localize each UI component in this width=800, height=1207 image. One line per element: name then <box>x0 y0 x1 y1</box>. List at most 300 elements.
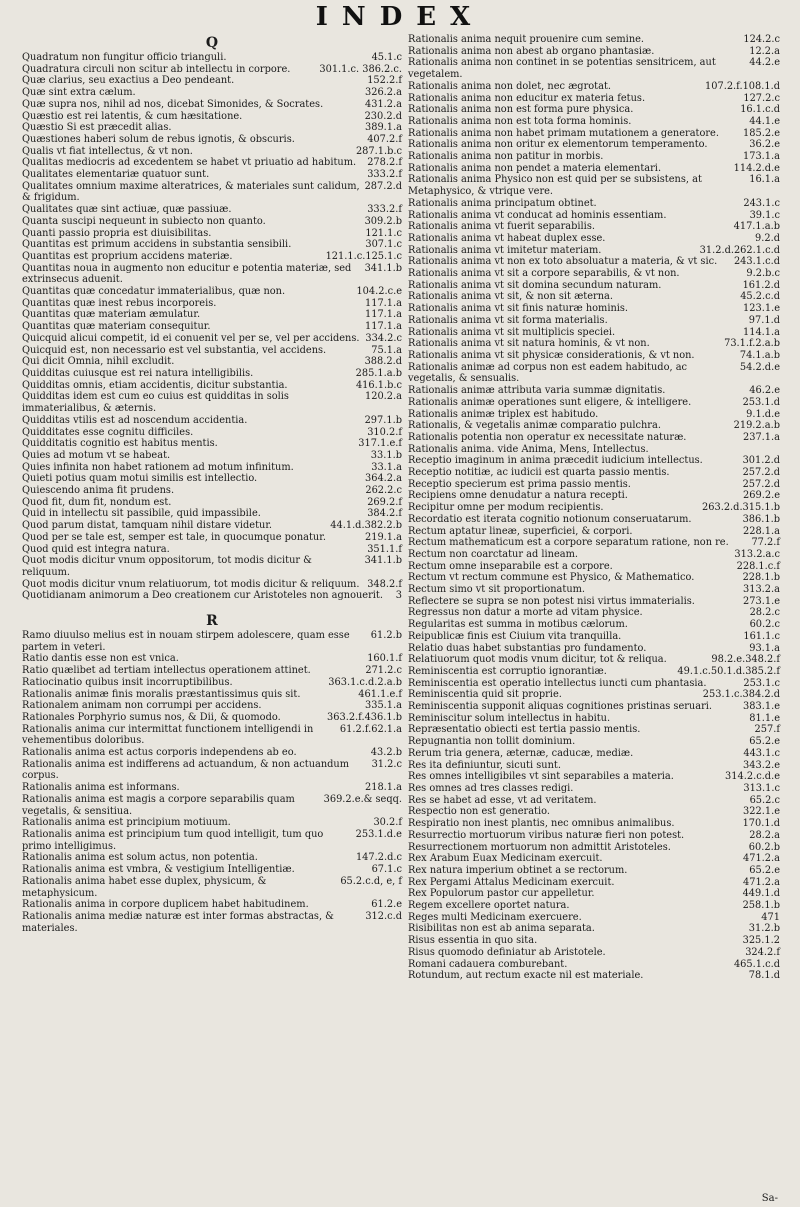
entry-text: Risus essentia in quo sita. <box>408 935 538 947</box>
page-reference: 75.1.a <box>371 344 402 356</box>
index-entry <box>22 333 402 345</box>
page-reference: 310.2.f <box>367 426 402 438</box>
page-reference: 309.2.b <box>364 215 402 227</box>
index-entry <box>22 899 402 911</box>
entry-text: Resurrectionem mortuorum non admittit Aristoteles. <box>408 841 671 853</box>
entry-text: Rationalis anima est solum actus, non potentia. <box>22 852 258 864</box>
index-entry <box>408 268 780 280</box>
index-entry <box>408 34 780 46</box>
page-reference: 9.2.d <box>755 232 780 244</box>
entry-text: Rationalis anima non educitur ex materia fetus. <box>408 92 646 104</box>
index-entry <box>408 537 780 549</box>
index-entry <box>22 724 402 747</box>
page-reference: 253.1.c.384.2.d <box>702 689 780 701</box>
index-entry <box>22 911 402 934</box>
page-reference: 313.2.a.c <box>734 548 780 560</box>
page-reference: 65.2.c.d, e, f <box>340 875 402 887</box>
entry-text: Rectum vt rectum commune est Physico, & Mathematico. <box>408 572 695 584</box>
entry-text: Quidditates esse cognitu difficiles. <box>22 426 194 438</box>
entry-text: Rationalis potentia non operatur ex necessitate naturæ. <box>408 431 687 443</box>
entry-text: Regem excellere oportet natura. <box>408 900 570 912</box>
index-entry <box>408 490 780 502</box>
index-entry <box>22 829 402 852</box>
page-reference: 243.1.c.d <box>733 256 780 268</box>
page-reference: 170.1.d <box>742 818 780 830</box>
page-reference: 369.2.e.& seqq. <box>323 793 402 805</box>
index-entry <box>408 935 780 947</box>
entry-text: Rationalis anima principatum obtinet. <box>408 197 597 209</box>
entry-text: Rationalis anima vt sit forma materialis. <box>408 314 608 326</box>
entry-text: Romani cadauera comburebant. <box>408 958 568 970</box>
entry-text: Reminiscentia quid sit proprie. <box>408 689 562 701</box>
entry-text: Recipiens omne denudatur a natura recepti. <box>408 490 628 502</box>
index-entry <box>408 128 780 140</box>
page-reference: 278.2.f <box>367 157 402 169</box>
index-entry <box>408 549 780 561</box>
index-entry <box>22 122 402 134</box>
index-entry <box>408 315 780 327</box>
page-reference: 237.1.a <box>742 431 780 443</box>
entry-text: Rationalis anima vt sit natura hominis, & vt non. <box>408 338 650 350</box>
page-reference: 44.1.d.382.2.b <box>330 520 402 532</box>
entry-text: Quod quid est integra natura. <box>22 543 170 555</box>
entry-text: Rectum mathematicum est a corpore separatum ratione, non re. <box>408 537 729 549</box>
index-entry <box>408 245 780 257</box>
index-entry <box>408 947 780 959</box>
page-reference: 93.1.a <box>749 642 780 654</box>
entry-text: Quadratum non fungitur officio trianguli. <box>22 52 227 63</box>
index-entry <box>22 544 402 556</box>
index-entry <box>22 52 402 64</box>
entry-text: Quidditas cuiusque est rei natura intelligibilis. <box>22 367 254 379</box>
page-reference: 287.1.b.c <box>355 145 402 157</box>
entry-text: Rationalis anima non habet primam mutationem a generatore. <box>408 127 719 139</box>
entry-text: Relatio duas habet substantias pro fundamento. <box>408 642 647 654</box>
index-entry <box>22 380 402 392</box>
page-reference: 313.2.a <box>742 584 780 596</box>
entry-text: Quantitas quæ concedatur immaterialibus, quæ non. <box>22 286 286 298</box>
index-entry <box>408 853 780 865</box>
index-entry <box>22 228 402 240</box>
page-reference: 61.2.f.62.1.a <box>339 723 402 735</box>
page-reference: 123.1.e <box>743 303 780 315</box>
page-reference: 114.2.d.e <box>733 162 780 174</box>
entry-text: Rationalis anima non continet in se potentias sensitricem, aut vegetalem. <box>408 57 716 81</box>
entry-text: Qualitas mediocris ad excedentem se habet vt priuatio ad habitum. <box>22 157 357 169</box>
page-reference: 117.1.a <box>364 309 402 321</box>
index-entry <box>22 391 402 414</box>
entry-text: Recordatio est iterata cognitio notionum conseruatarum. <box>408 513 692 525</box>
entry-text: Repugnantia non tollit dominium. <box>408 736 576 748</box>
index-entry <box>408 724 780 736</box>
entry-text: Res omnes ad tres classes redigi. <box>408 783 574 794</box>
page-reference: 471 <box>761 911 780 923</box>
index-entry <box>22 64 402 76</box>
page-reference: 301.2.d <box>742 455 780 467</box>
section-letter-r: R <box>206 613 218 630</box>
index-entry <box>408 455 780 467</box>
index-entry <box>408 444 780 456</box>
index-entry <box>408 198 780 210</box>
entry-text: Rationalis anima non dolet, nec ægrotat. <box>408 80 611 92</box>
entry-text: Quæstiones haberi solum de rebus ignotis, & obscuris. <box>22 133 295 145</box>
entry-text: Rectum aptatur lineæ, superficiei, & corpori. <box>408 525 633 537</box>
entry-text: Reminiscentia supponit aliquas cognitiones pristinas seruari. <box>408 701 713 713</box>
page-reference: 253.1.c <box>743 677 780 689</box>
index-entry <box>408 409 780 421</box>
entry-text: Quod fit, dum fit, nondum est. <box>22 496 172 508</box>
index-entry <box>408 350 780 362</box>
entry-text: Receptio imaginum in anima præcedit iudicium intellectus. <box>408 455 703 467</box>
entry-text: Rotundum, aut rectum exacte nil est materiale. <box>408 970 644 982</box>
index-entry <box>408 362 780 385</box>
page-reference: 449.1.d <box>742 888 780 900</box>
page-reference: 43.2.b <box>370 747 402 759</box>
entry-text: Receptio notitiæ, ac iudicii est quarta passio mentis. <box>408 467 670 479</box>
entry-text: Res ita definiuntur, sicuti sunt. <box>408 759 561 771</box>
index-entry <box>408 514 780 526</box>
index-entry <box>22 579 402 591</box>
page-reference: 16.1.a <box>749 174 780 186</box>
page-reference: 271.2.c <box>365 665 402 677</box>
page-reference: 152.2.f <box>367 75 402 87</box>
index-entry <box>408 970 780 982</box>
index-entry <box>408 327 780 339</box>
page-reference: 343.2.e <box>743 759 780 771</box>
page-reference: 61.2.b <box>370 630 402 642</box>
entry-text: Quies ad motum vt se habeat. <box>22 449 171 461</box>
entry-text: Quantitas noua in augmento non educitur e potentia materiæ, sed extrinsecus aduenit. <box>22 262 352 286</box>
index-entry <box>408 877 780 889</box>
page-reference: 98.2.e.348.2.f <box>711 654 780 666</box>
page-reference: 313.1.c <box>743 783 780 794</box>
index-entry <box>22 590 402 602</box>
entry-text: Rectum simo vt sit proportionatum. <box>408 584 586 596</box>
index-entry <box>408 116 780 128</box>
index-entry <box>22 427 402 439</box>
index-entry <box>408 210 780 222</box>
entry-text: Qualitates omnium maxime alteratrices, & materiales sunt calidum, & frigidum. <box>22 180 360 204</box>
page-reference: 65.2.e <box>749 864 780 876</box>
index-entry <box>408 865 780 877</box>
entry-text: Quicquid est, non necessario est vel substantia, vel accidens. <box>22 344 327 356</box>
index-entry <box>22 497 402 509</box>
index-entry <box>22 712 402 724</box>
page-reference: 257.2.d <box>742 467 780 479</box>
entry-text: Res se habet ad esse, vt ad veritatem. <box>408 794 597 806</box>
index-entry <box>408 526 780 538</box>
entry-text: Risus quomodo definiatur ab Aristotele. <box>408 946 606 958</box>
index-entry <box>408 81 780 93</box>
page-reference: 388.2.d <box>364 356 402 368</box>
index-entry <box>22 216 402 228</box>
index-entry <box>408 713 780 725</box>
page-reference: 314.2.c.d.e <box>725 771 780 783</box>
entry-text: Quicquid alicui competit, id ei conuenit vel per se, vel per accidens. <box>22 332 360 344</box>
page-reference: 269.2.f <box>367 496 402 508</box>
index-entry <box>408 736 780 748</box>
entry-text: Ramo diuulso melius est in nouam stirpem adolescere, quam esse partem in veteri. <box>22 630 350 653</box>
index-entry <box>22 345 402 357</box>
page-reference: 161.1.c <box>743 630 780 642</box>
index-entry <box>22 876 402 899</box>
index-entry <box>408 631 780 643</box>
index-entry <box>408 666 780 678</box>
index-entry <box>22 263 402 286</box>
entry-text: Qui dicit Omnia, nihil excludit. <box>22 356 175 368</box>
entry-text: Rex Populorum pastor cur appelletur. <box>408 888 595 900</box>
entry-text: Relatiuorum quot modis vnum dicitur, tot & reliqua. <box>408 654 667 666</box>
entry-text: Rationalis anima vt sit finis naturæ hominis. <box>408 303 629 315</box>
index-entry <box>408 701 780 713</box>
index-entry <box>22 157 402 169</box>
index-entry <box>408 57 780 80</box>
page-reference: 307.1.c <box>365 239 402 251</box>
page-reference: 46.2.e <box>749 385 780 397</box>
index-entry <box>22 87 402 99</box>
page-reference: 81.1.e <box>749 712 780 724</box>
page-reference: 363.2.f.436.1.b <box>327 711 402 723</box>
page-reference: 36.2.e <box>749 139 780 151</box>
index-entry <box>22 204 402 216</box>
index-entry <box>408 46 780 58</box>
entry-text: Quantitas est primum accidens in substantia sensibili. <box>22 239 292 251</box>
page-reference: 121.1.c <box>365 227 402 239</box>
entry-text: Quantitas quæ materiam consequitur. <box>22 321 211 333</box>
entry-text: Rationalis anima vt sit domina secundum naturam. <box>408 279 662 291</box>
index-entry <box>22 75 402 87</box>
page-reference: 273.1.e <box>743 595 780 607</box>
entry-text: Rerum tria genera, æternæ, caducæ, mediæ. <box>408 747 634 759</box>
section-letter-q: Q <box>205 35 219 51</box>
page-reference: 431.2.a <box>364 98 402 110</box>
index-entry <box>22 356 402 368</box>
index-entry <box>408 432 780 444</box>
entry-text: Rationalis anima non patitur in morbis. <box>408 151 604 163</box>
index-entry <box>22 286 402 298</box>
entry-text: Rationalis anima nequit prouenire cum semine. <box>408 34 645 45</box>
page-reference: 301.1.c. 386.2.c. <box>319 63 402 75</box>
page-reference: 9.1.d.e <box>746 408 780 420</box>
index-entry <box>408 959 780 971</box>
index-entry <box>408 233 780 245</box>
page-reference: 147.2.d.c <box>355 852 402 864</box>
page-reference: 31.2.d.262.1.c.d <box>699 244 780 256</box>
index-entry <box>408 596 780 608</box>
entry-text: Rationalis anima non pendet a materia elementari. <box>408 162 662 174</box>
index-entry <box>408 643 780 655</box>
page-reference: 107.2.f.108.1.d <box>705 80 780 92</box>
entry-text: Rationalis anima est informans. <box>22 782 180 794</box>
index-entry <box>408 619 780 631</box>
entry-text: Quidditas vtilis est ad noscendum accidentia. <box>22 414 248 426</box>
index-entry <box>22 298 402 310</box>
page-reference: 33.1.b <box>370 449 402 461</box>
index-entry <box>22 653 402 665</box>
page-reference: 325.1.2 <box>742 935 780 947</box>
page-reference: 160.1.f <box>367 653 402 665</box>
entry-text: Quantitas quæ inest rebus incorporeis. <box>22 297 217 309</box>
index-entry <box>22 782 402 794</box>
index-entry <box>408 420 780 432</box>
index-entry <box>22 473 402 485</box>
index-entry <box>408 842 780 854</box>
index-entry <box>408 467 780 479</box>
entry-text: Reminiscentia est corruptio ignorantiæ. <box>408 665 607 677</box>
page-reference: 324.2.f <box>745 946 780 958</box>
entry-text: Rationalis anima vt sit, & non sit æterna. <box>408 291 613 303</box>
index-entry <box>408 385 780 397</box>
index-entry <box>22 852 402 864</box>
page-reference: 127.2.c <box>743 92 780 104</box>
entry-text: Quantitas quæ materiam æmulatur. <box>22 309 201 321</box>
page-reference: 230.2.d <box>364 110 402 122</box>
page-reference: 60.2.b <box>748 841 780 853</box>
index-entry <box>408 479 780 491</box>
entry-text: Rationales Porphyrio sumus nos, & Dii, & quomodo. <box>22 711 281 723</box>
entry-text: Quid in intellectu sit passibile, quid impassibile. <box>22 508 261 520</box>
page-reference: 67.1.c <box>371 864 402 876</box>
page-reference: 228.1.a <box>742 525 780 537</box>
page-reference: 44.2.e <box>749 57 780 69</box>
page-reference: 335.1.a <box>364 700 402 712</box>
page-reference: 65.2.e <box>749 736 780 748</box>
page-reference: 16.1.c.d <box>740 104 780 116</box>
page-reference: 287.2.d <box>364 180 402 192</box>
index-entry <box>408 783 780 795</box>
page-reference: 465.1.c.d <box>733 958 780 970</box>
entry-text: Rex Pergami Attalus Medicinam exercuit. <box>408 876 615 888</box>
entry-text: Rationalis, & vegetalis animæ comparatio pulchra. <box>408 420 661 432</box>
entry-text: Quotidianam animorum a Deo creationem cur Aristoteles non agnouerit. <box>22 590 383 602</box>
page-reference: 218.1.a <box>364 782 402 794</box>
page-reference: 253.1.d.e <box>355 829 402 840</box>
entry-text: Receptio specierum est prima passio mentis. <box>408 478 631 490</box>
page-reference: 285.1.a.b <box>355 367 402 379</box>
entry-text: Rationalis anima in corpore duplicem habet habitudinem. <box>22 899 309 911</box>
index-entry <box>408 256 780 268</box>
entry-text: Quæ sint extra cælum. <box>22 87 136 99</box>
page-reference: 243.1.c <box>743 197 780 209</box>
index-entry <box>408 397 780 409</box>
entry-text: Quanta suscipi nequeunt in subiecto non quanto. <box>22 215 266 227</box>
page-reference: 31.2.c <box>371 758 402 770</box>
index-entry <box>408 572 780 584</box>
entry-text: Rationalis anima vt sit multiplicis speciei. <box>408 326 616 338</box>
page-title: INDEX <box>315 2 485 32</box>
page-reference: 173.1.a <box>742 151 780 163</box>
index-entry <box>22 181 402 204</box>
left-column <box>22 34 402 934</box>
page-reference: 228.1.b <box>742 572 780 584</box>
entry-text: Quæ clarius, seu exactius a Deo pendeant. <box>22 75 235 87</box>
entry-text: Ratio dantis esse non est vnica. <box>22 653 179 665</box>
index-entry <box>22 438 402 450</box>
entry-text: Reminiscentia est operatio intellectus iuncti cum phantasia. <box>408 677 707 689</box>
page-reference: 120.2.a <box>364 391 402 403</box>
page-reference: 322.1.e <box>743 806 780 818</box>
entry-text: Rationalis anima est principium motiuum. <box>22 817 231 829</box>
index-entry <box>22 368 402 380</box>
index-entry <box>22 520 402 532</box>
page-reference: 333.2.f <box>367 204 402 216</box>
index-entry <box>22 462 402 474</box>
index-entry <box>22 134 402 146</box>
entry-text: Reminiscitur solum intellectus in habitu. <box>408 712 611 724</box>
page-reference: 389.1.a <box>364 122 402 134</box>
page-reference: 257.2.d <box>742 478 780 490</box>
index-entry <box>408 806 780 818</box>
index-entry <box>22 415 402 427</box>
index-list-r <box>22 630 402 934</box>
entry-text: Quæ supra nos, nihil ad nos, dicebat Simonides, & Socrates. <box>22 98 324 110</box>
page-reference: 45.2.c.d <box>740 291 780 303</box>
index-entry <box>408 923 780 935</box>
index-entry <box>22 239 402 251</box>
page-reference: 461.1.e.f <box>358 688 402 700</box>
index-entry <box>408 151 780 163</box>
page-reference: 104.2.c.e <box>356 286 402 298</box>
entry-text: Rationalis anima est vmbra, & vestigium Intelligentiæ. <box>22 864 295 876</box>
page-reference: 334.2.c <box>365 332 402 344</box>
index-entry <box>408 291 780 303</box>
entry-text: Rationalis anima. vide Anima, Mens, Intellectus. <box>408 443 649 455</box>
index-entry <box>408 818 780 830</box>
page-reference: 61.2.e <box>371 899 402 911</box>
page-reference: 28.2.c <box>749 607 780 619</box>
page-reference: 185.2.e <box>743 127 780 139</box>
page-reference: 228.1.c.f <box>736 560 780 572</box>
page-reference: 443.1.c <box>743 747 780 759</box>
page-reference: 341.1.b <box>364 262 402 274</box>
index-entry <box>22 689 402 701</box>
entry-text: Rationalem animam non corrumpi per accidens. <box>22 700 262 712</box>
index-entry <box>22 794 402 817</box>
index-entry <box>22 309 402 321</box>
page-reference: 124.2.c <box>743 34 780 45</box>
entry-text: Regressus non datur a morte ad vitam physice. <box>408 607 643 619</box>
index-entry <box>408 888 780 900</box>
page-reference: 54.2.d.e <box>739 361 780 373</box>
index-entry <box>22 555 402 578</box>
index-entry <box>22 146 402 158</box>
entry-text: Rationalis anima est magis a corpore separabilis quam vegetalis, & sensitiua. <box>22 793 295 817</box>
page-reference: 78.1.d <box>748 970 780 982</box>
page-reference: 33.1.a <box>371 461 402 473</box>
index-entry <box>408 830 780 842</box>
page-reference: 471.2.a <box>742 853 780 865</box>
index-entry <box>408 163 780 175</box>
entry-text: Quies infinita non habet rationem ad motum infinitum. <box>22 461 294 473</box>
entry-text: Rationalis anima est actus corporis independens ab eo. <box>22 747 297 759</box>
page-reference: 73.1.f.2.a.b <box>724 338 780 350</box>
page-reference: 383.1.e <box>743 701 780 713</box>
index-entry <box>408 760 780 772</box>
page-reference: 60.2.c <box>749 619 780 631</box>
entry-text: Respectio non est generatio. <box>408 806 550 818</box>
entry-text: Reges multi Medicinam exercuere. <box>408 911 582 923</box>
entry-text: Quod per se tale est, semper est tale, in quocumque ponatur. <box>22 531 326 543</box>
page-reference: 49.1.c.50.1.d.385.2.f <box>677 665 780 677</box>
page-reference: 257.f <box>754 724 780 736</box>
page-reference: 117.1.a <box>364 297 402 309</box>
entry-text: Rationalis anima habet esse duplex, physicum, & metaphysicum. <box>22 875 267 899</box>
index-entry <box>22 532 402 544</box>
entry-text: Rex Arabum Euax Medicinam exercuit. <box>408 853 603 865</box>
entry-text: Quod parum distat, tamquam nihil distare videtur. <box>22 520 273 532</box>
page-reference: 407.2.f <box>367 133 402 145</box>
page-reference: 364.2.a <box>364 473 402 485</box>
